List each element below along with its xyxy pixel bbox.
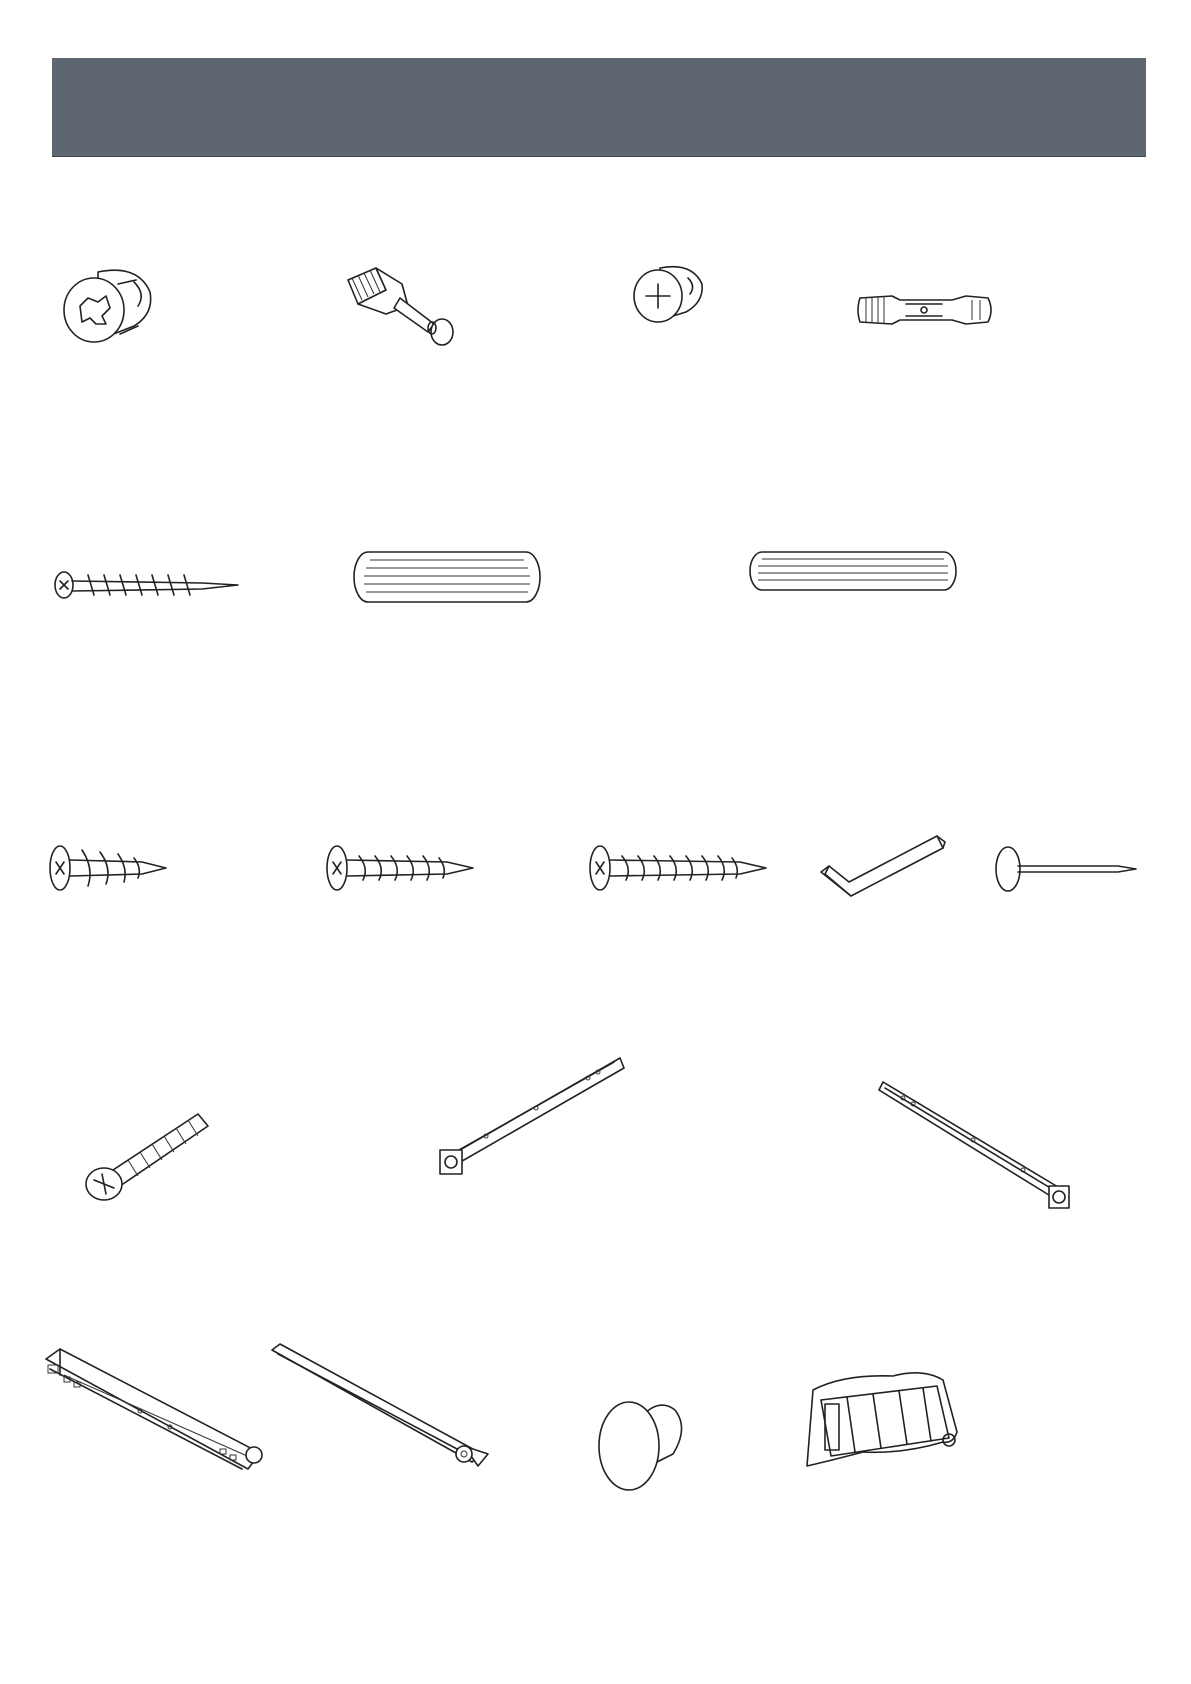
- knob-icon: [597, 1392, 692, 1497]
- wood-dowel-icon: [350, 548, 545, 608]
- screw-icon: [80, 1106, 215, 1206]
- felt-pads-icon: [803, 1364, 963, 1474]
- allen-key-icon: [815, 832, 950, 907]
- drawer-rail-icon: [40, 1345, 265, 1475]
- wood-dowel-icon: [746, 548, 961, 594]
- nail-icon: [990, 845, 1140, 895]
- drawer-rail-icon: [268, 1342, 493, 1467]
- cam-bolt-icon: [342, 262, 472, 357]
- drawer-runner-icon: [438, 1050, 633, 1175]
- drawer-runner-icon: [873, 1080, 1073, 1215]
- screw-icon: [586, 842, 771, 894]
- screw-icon: [52, 565, 242, 605]
- connector-dowel-icon: [856, 290, 996, 330]
- cam-lock-icon: [630, 262, 720, 332]
- screw-icon: [323, 842, 478, 894]
- cam-lock-icon: [58, 262, 168, 352]
- header-bar: [52, 58, 1146, 156]
- screw-icon: [46, 842, 171, 894]
